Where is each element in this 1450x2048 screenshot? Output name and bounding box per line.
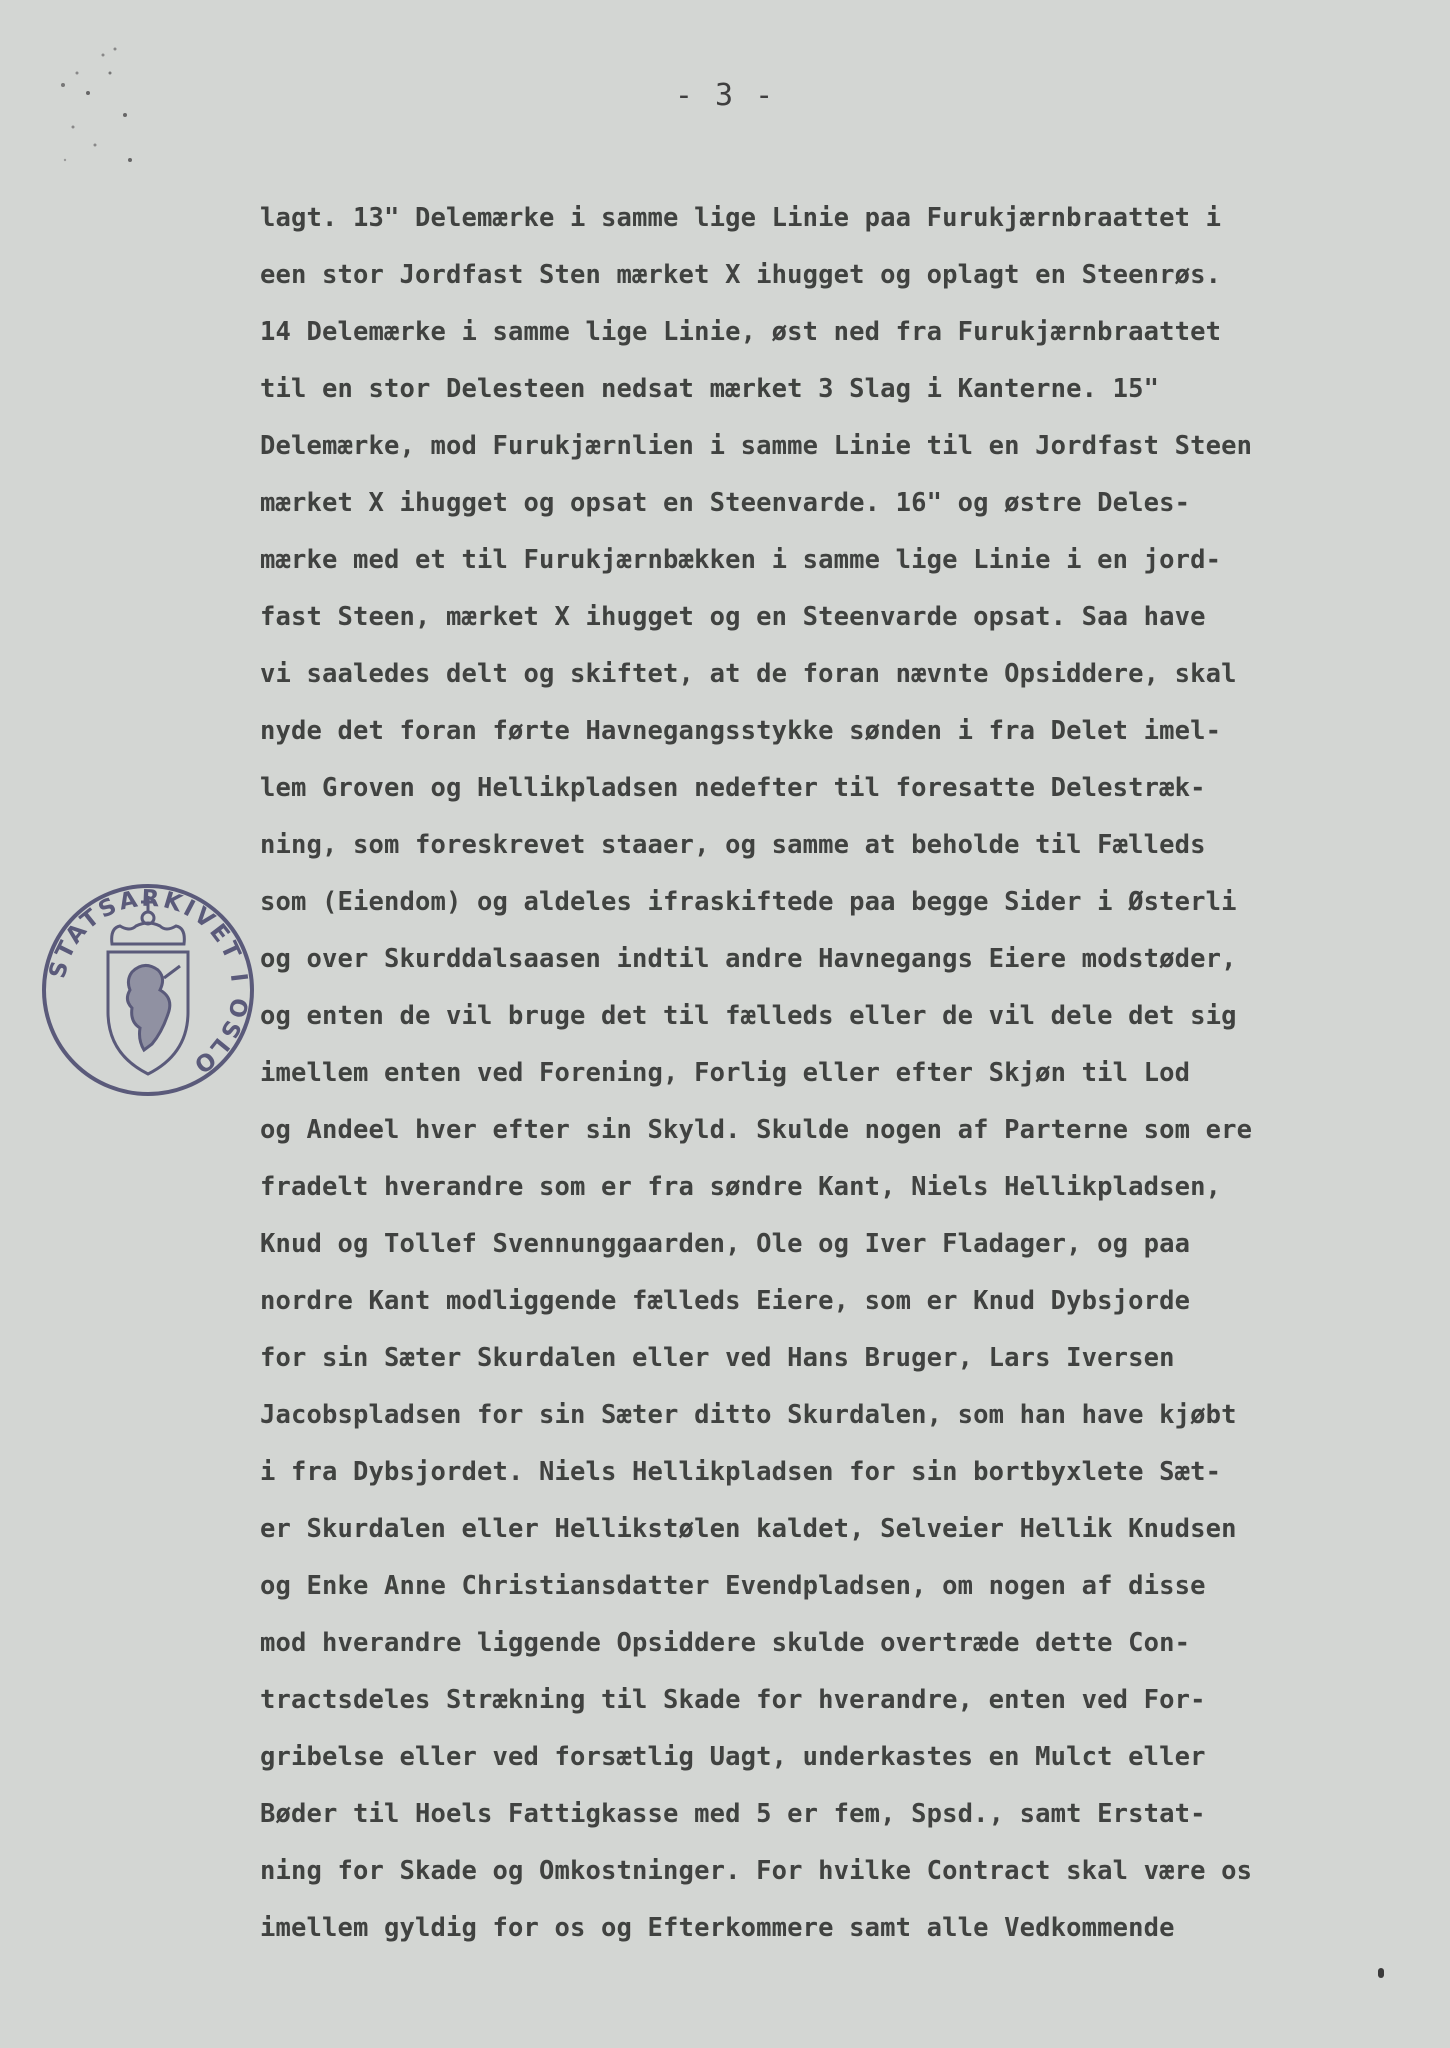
text-line: og over Skurddalsaasen indtil andre Havnegangs Eiere modstøder, <box>260 944 1237 974</box>
text-line: mærket X ihugget og opsat en Steenvarde. 16" og østre Deles- <box>260 488 1191 518</box>
text-line: og Enke Anne Christiansdatter Evendpladsen, om nogen af disse <box>260 1571 1206 1601</box>
text-line: mærke med et til Furukjærnbækken i samme lige Linie i en jord- <box>260 545 1222 575</box>
text-line: er Skurdalen eller Hellikstølen kaldet, Selveier Hellik Knudsen <box>260 1514 1237 1544</box>
norwegian-coat-of-arms-lion-icon <box>108 896 188 1074</box>
text-line: nyde det foran førte Havnegangsstykke sønden i fra Delet imel- <box>260 716 1222 746</box>
text-line: lagt. 13" Delemærke i samme lige Linie paa Furukjærnbraattet i <box>260 203 1222 233</box>
text-line: vi saaledes delt og skiftet, at de foran nævnte Opsiddere, skal <box>260 659 1237 689</box>
text-line: mod hverandre liggende Opsiddere skulde overtræde dette Con- <box>260 1628 1191 1658</box>
text-line: imellem gyldig for os og Efterkommere samt alle Vedkommende <box>260 1913 1175 1943</box>
text-line: Bøder til Hoels Fattigkasse med 5 er fem, Spsd., samt Erstat- <box>260 1799 1206 1829</box>
text-line: Delemærke, mod Furukjærnlien i samme Linie til en Jordfast Steen <box>260 431 1253 461</box>
archive-stamp <box>40 882 256 1098</box>
text-line: som (Eiendom) og aldeles ifraskiftede paa begge Sider i Østerli <box>260 887 1237 917</box>
text-line: fradelt hverandre som er fra søndre Kant, Niels Hellikpladsen, <box>260 1172 1222 1202</box>
scan-mark-decoration <box>1378 1968 1384 1978</box>
typed-text-body <box>260 190 1390 1957</box>
text-line: ning, som foreskrevet staaer, og samme at beholde til Fælleds <box>260 830 1206 860</box>
text-line: tractsdeles Strækning til Skade for hverandre, enten ved For- <box>260 1685 1206 1715</box>
text-line: og Andeel hver efter sin Skyld. Skulde nogen af Parterne som ere <box>260 1115 1253 1145</box>
text-line: fast Steen, mærket X ihugget og en Steenvarde opsat. Saa have <box>260 602 1206 632</box>
text-line: ning for Skade og Omkostninger. For hvilke Contract skal være os <box>260 1856 1253 1886</box>
text-line: lem Groven og Hellikpladsen nedefter til foresatte Delestræk- <box>260 773 1206 803</box>
text-line: for sin Sæter Skurdalen eller ved Hans Bruger, Lars Iversen <box>260 1343 1175 1373</box>
text-line: i fra Dybsjordet. Niels Hellikpladsen for sin bortbyxlete Sæt- <box>260 1457 1222 1487</box>
page-number: - 3 - <box>674 78 776 113</box>
text-line: imellem enten ved Forening, Forlig eller efter Skjøn til Lod <box>260 1058 1191 1088</box>
text-line: til en stor Delesteen nedsat mærket 3 Slag i Kanterne. 15" <box>260 374 1160 404</box>
text-line: gribelse eller ved forsætlig Uagt, underkastes en Mulct eller <box>260 1742 1206 1772</box>
text-line: Jacobspladsen for sin Sæter ditto Skurdalen, som han have kjøbt <box>260 1400 1237 1430</box>
text-line: een stor Jordfast Sten mærket X ihugget og oplagt en Steenrøs. <box>260 260 1222 290</box>
stamp-text: STATSARKIVET I OSLO <box>44 885 253 1080</box>
text-line: 14 Delemærke i samme lige Linie, øst ned fra Furukjærnbraattet <box>260 317 1222 347</box>
text-line: og enten de vil bruge det til fælleds eller de vil dele det sig <box>260 1001 1237 1031</box>
text-line: Knud og Tollef Svennunggaarden, Ole og Iver Fladager, og paa <box>260 1229 1191 1259</box>
text-line: nordre Kant modliggende fælleds Eiere, som er Knud Dybsjorde <box>260 1286 1191 1316</box>
